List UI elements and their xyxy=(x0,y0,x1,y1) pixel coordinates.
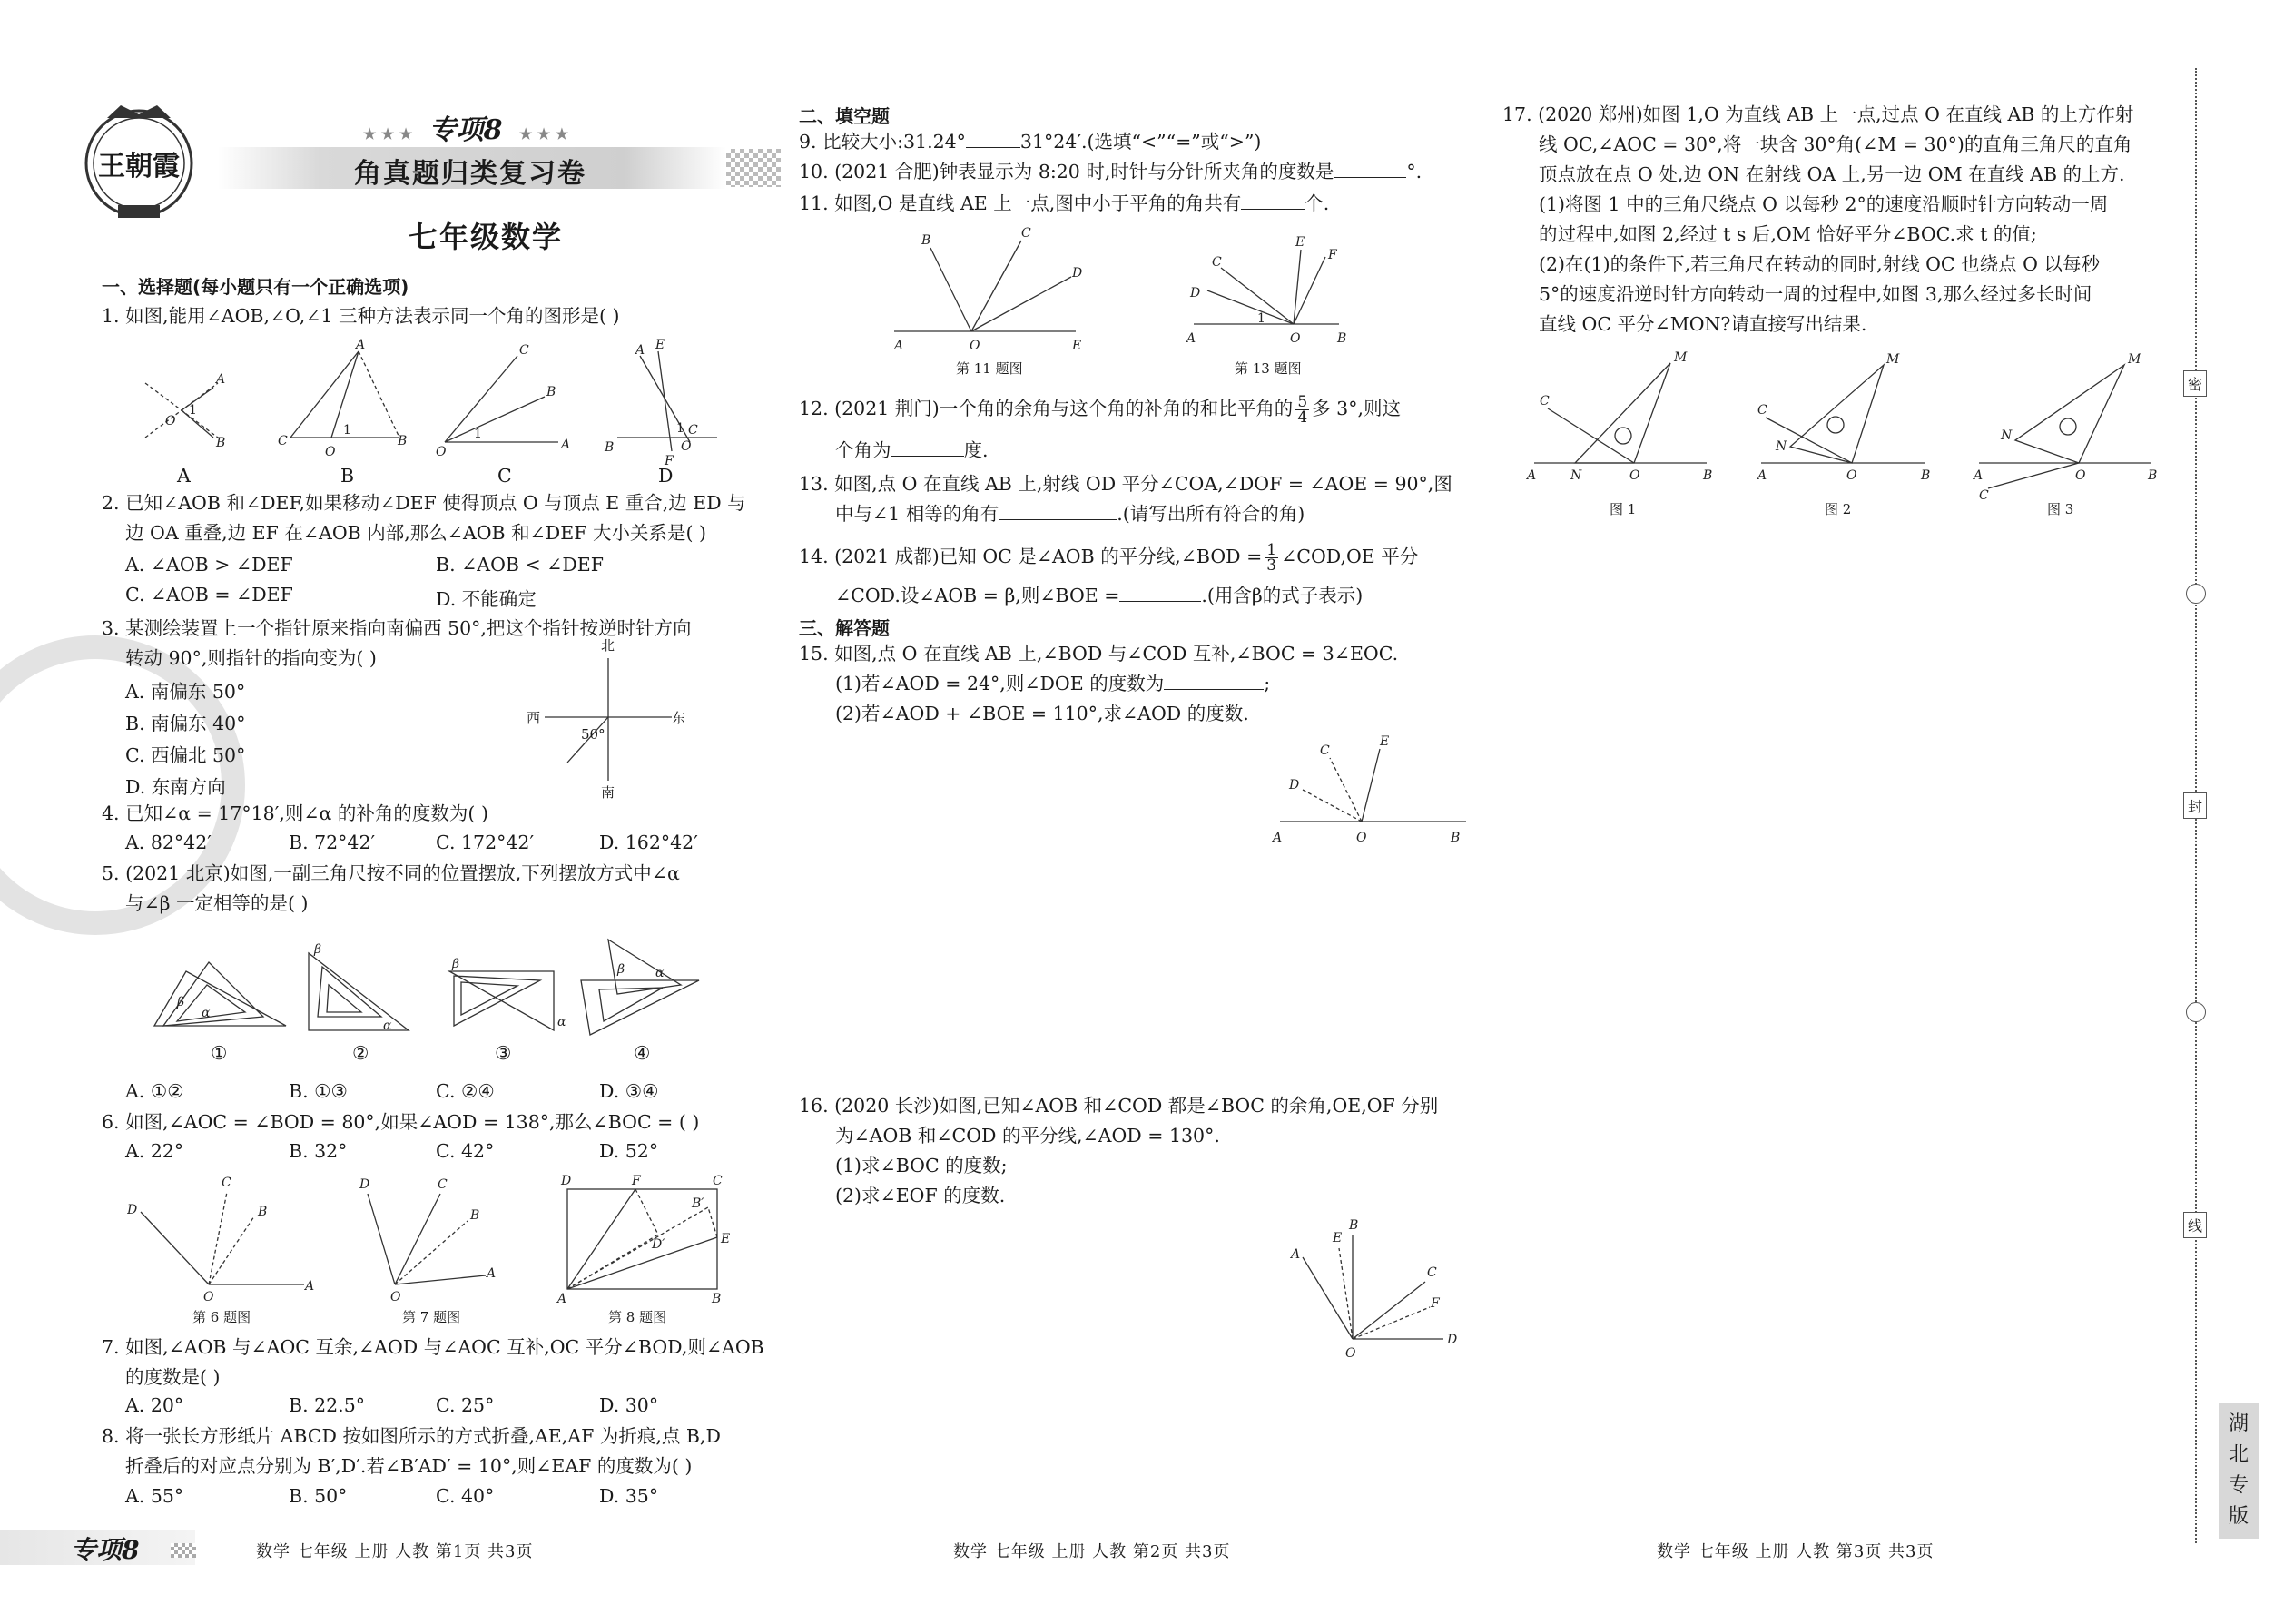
svg-text:B: B xyxy=(398,434,408,448)
q15-line3: (2)若∠AOD + ∠BOE = 110°,求∠AOD 的度数. xyxy=(835,703,1249,724)
svg-text:A: A xyxy=(1527,468,1537,483)
svg-text:D: D xyxy=(1289,778,1300,792)
binding-circle-2 xyxy=(2186,1002,2206,1022)
q7-option-c: C. 25° xyxy=(436,1394,495,1416)
q5-line2: 与∠β 一定相等的是( ) xyxy=(125,892,309,914)
svg-text:E: E xyxy=(721,1232,731,1246)
svg-text:N: N xyxy=(1570,468,1582,483)
compass-angle-label: 50° xyxy=(581,726,605,743)
q5-figures xyxy=(136,917,717,1044)
svg-text:C: C xyxy=(1021,226,1031,241)
svg-text:β: β xyxy=(617,962,625,977)
svg-text:C: C xyxy=(1212,255,1222,270)
q3-option-a: A. 南偏东 50° xyxy=(125,681,246,703)
svg-text:B: B xyxy=(546,385,556,399)
q6-option-a: A. 22° xyxy=(125,1140,184,1162)
q11-blank[interactable] xyxy=(1241,209,1305,210)
svg-text:α: α xyxy=(557,1015,566,1029)
svg-text:D: D xyxy=(1190,286,1201,300)
q2-option-a: A. ∠AOB > ∠DEF xyxy=(125,554,293,576)
svg-text:B: B xyxy=(1703,468,1713,483)
binding-circle-1 xyxy=(2186,584,2206,604)
svg-text:D: D xyxy=(561,1174,572,1188)
q7-option-a: A. 20° xyxy=(125,1394,184,1416)
svg-text:1: 1 xyxy=(189,403,197,418)
svg-text:1: 1 xyxy=(343,423,351,438)
svg-text:O: O xyxy=(203,1290,214,1304)
q8-option-c: C. 40° xyxy=(436,1485,495,1507)
svg-text:D: D xyxy=(1072,266,1083,281)
q9-blank[interactable] xyxy=(966,147,1020,148)
q15-blank[interactable] xyxy=(1164,689,1264,690)
q7-line1: 7. 如图,∠AOB 与∠AOC 互余,∠AOD 与∠AOC 互补,OC 平分∠BOD,则∠AOB xyxy=(102,1336,764,1358)
q4-option-a: A. 82°42′ xyxy=(125,832,212,853)
footer-page1: 数学 七年级 上册 人教 第1页 共3页 xyxy=(256,1542,534,1561)
binding-char-3: 线 xyxy=(2183,1212,2207,1238)
svg-text:C: C xyxy=(519,343,529,358)
svg-text:A: A xyxy=(305,1279,315,1294)
q5-fig-2: ② xyxy=(352,1042,369,1064)
q6-option-d: D. 52° xyxy=(599,1140,659,1162)
compass-west-label: 西 xyxy=(527,710,541,726)
svg-text:β: β xyxy=(314,942,322,957)
q5-option-d: D. ③④ xyxy=(599,1080,659,1102)
q5-line1: 5. (2021 北京)如图,一副三角尺按不同的位置摆放,下列摆放方式中∠α xyxy=(102,862,680,884)
q15-line2: (1)若∠AOD = 24°,则∠DOE 的度数为 ; xyxy=(835,673,1271,694)
footer-page2: 数学 七年级 上册 人教 第2页 共3页 xyxy=(953,1542,1231,1561)
q11: 11. 如图,O 是直线 AE 上一点,图中小于平角的角共有 个. xyxy=(799,192,1330,214)
svg-text:α: α xyxy=(202,1006,211,1020)
q1-fig-label-c: C xyxy=(497,465,512,487)
q4-option-c: C. 172°42′ xyxy=(436,832,535,853)
compass-south-label: 南 xyxy=(601,784,615,801)
q13-line2: 中与∠1 相等的角有 .(请写出所有符合的角) xyxy=(835,503,1305,525)
svg-text:B: B xyxy=(921,233,931,248)
svg-text:E: E xyxy=(1380,734,1390,749)
q11-q13-figures xyxy=(894,222,1366,359)
banner-checker xyxy=(726,149,781,187)
svg-text:B: B xyxy=(1349,1218,1359,1233)
q8-option-b: B. 50° xyxy=(289,1485,348,1507)
q2-line2: 边 OA 重叠,边 EF 在∠AOB 内部,那么∠AOB 和∠DEF 大小关系是( ) xyxy=(125,522,706,544)
q17-fig1-caption: 图 1 xyxy=(1610,501,1637,517)
svg-text:E: E xyxy=(1333,1231,1343,1245)
svg-text:A: A xyxy=(557,1292,567,1306)
q8-line2: 折叠后的对应点分别为 B′,D′.若∠B′AD′ = 10°,则∠EAF 的度数为( ) xyxy=(125,1455,693,1477)
edition-char-2: 北 xyxy=(2228,1443,2249,1466)
subject-title: 七年级数学 xyxy=(409,220,564,254)
q5-fig-4: ④ xyxy=(634,1042,651,1064)
svg-text:1: 1 xyxy=(676,421,684,436)
q15-figure xyxy=(1262,731,1471,849)
footer-checker xyxy=(171,1543,196,1558)
q16-line4: (2)求∠EOF 的度数. xyxy=(835,1185,1006,1206)
svg-text:M: M xyxy=(1886,352,1900,367)
svg-text:F: F xyxy=(632,1174,641,1188)
q12-line2: 个角为 度. xyxy=(835,439,989,461)
section-answer-heading: 三、解答题 xyxy=(799,617,890,639)
fig6-caption: 第 6 题图 xyxy=(192,1309,251,1325)
svg-text:C: C xyxy=(1427,1265,1437,1280)
q13-blank[interactable] xyxy=(999,519,1117,520)
q17-line7: 5°的速度沿逆时针方向转动一周的过程中,如图 3,那么经过多长时间 xyxy=(1539,283,2092,305)
q3-option-b: B. 南偏东 40° xyxy=(125,713,246,734)
q13-line1: 13. 如图,点 O 在直线 AB 上,射线 OD 平分∠COA,∠DOF = ∠AOE = 90°,图 xyxy=(799,473,1452,495)
q1-text: 1. 如图,能用∠AOB,∠O,∠1 三种方法表示同一个角的图形是( ) xyxy=(102,305,620,327)
svg-text:B: B xyxy=(712,1292,722,1306)
svg-text:C: C xyxy=(278,434,288,448)
edition-char-4: 版 xyxy=(2228,1505,2249,1528)
q14-line1: 14. (2021 成都)已知 OC 是∠AOB 的平分线,∠BOD = $\frac{1}{3}$ ∠COD,OE 平分 xyxy=(799,541,1419,575)
q17-fig2-caption: 图 2 xyxy=(1825,501,1852,517)
q1-figures xyxy=(127,338,753,474)
svg-text:C: C xyxy=(222,1176,231,1190)
footer-page3: 数学 七年级 上册 人教 第3页 共3页 xyxy=(1657,1542,1935,1561)
logo xyxy=(71,98,207,225)
svg-text:C: C xyxy=(438,1177,448,1192)
svg-text:B′: B′ xyxy=(692,1196,704,1211)
edition-char-1: 湖 xyxy=(2228,1412,2249,1435)
q12-line1: 12. (2021 荆门)一个角的余角与这个角的补角的和比平角的 $\frac{5}{4}$ 多 3°,则这 xyxy=(799,393,1401,427)
svg-text:O: O xyxy=(390,1290,401,1304)
q12-blank[interactable] xyxy=(891,456,964,457)
q8-option-d: D. 35° xyxy=(599,1485,659,1507)
q17-line5: 的过程中,如图 2,经过 t s 后,OM 恰好平分∠BOC.求 t 的值; xyxy=(1539,223,2037,245)
q10: 10. (2021 合肥)钟表显示为 8:20 时,时针与分针所夹角的度数是 °. xyxy=(799,161,1423,182)
fig13-caption: 第 13 题图 xyxy=(1235,360,1302,377)
q17-line4: (1)将图 1 中的三角尺绕点 O 以每秒 2°的速度沿顺时针方向转动一周 xyxy=(1539,193,2109,215)
svg-text:N: N xyxy=(1776,439,1787,454)
q17-line1: 17. (2020 郑州)如图 1,O 为直线 AB 上一点,过点 O 在直线 AB 的上方作射 xyxy=(1502,103,2134,125)
fig7-caption: 第 7 题图 xyxy=(402,1309,461,1325)
svg-text:B: B xyxy=(1921,468,1931,483)
svg-text:A: A xyxy=(561,438,571,452)
svg-text:F: F xyxy=(1328,248,1337,262)
q6-q7-q8-figures xyxy=(127,1166,744,1312)
svg-text:A: A xyxy=(1291,1247,1301,1262)
svg-text:C: C xyxy=(1320,743,1330,758)
q7-line2: 的度数是( ) xyxy=(125,1366,221,1388)
svg-text:α: α xyxy=(383,1019,392,1033)
svg-text:B: B xyxy=(258,1205,268,1219)
svg-text:E: E xyxy=(1072,339,1082,353)
svg-text:A: A xyxy=(487,1266,497,1281)
q17-line2: 线 OC,∠AOC = 30°,将一块含 30°角(∠M = 30°)的直角三角尺的直角 xyxy=(1539,133,2132,155)
svg-text:A: A xyxy=(1273,831,1283,845)
q14-line2: ∠COD.设∠AOB = β,则∠BOE = .(用含β的式子表示) xyxy=(835,585,1364,606)
page-title: 角真题归类复习卷 xyxy=(354,158,586,190)
svg-text:D: D xyxy=(127,1203,138,1217)
svg-text:D: D xyxy=(1447,1333,1458,1347)
q9: 9. 比较大小:31.24° 31°24′.(选填“<”“=”或“>”) xyxy=(799,131,1262,153)
svg-text:O: O xyxy=(681,439,692,454)
q2-option-d: D. 不能确定 xyxy=(436,588,537,610)
svg-text:O: O xyxy=(1846,468,1857,483)
svg-text:C: C xyxy=(1757,403,1767,418)
section-choice-heading: 一、选择题(每小题只有一个正确选项) xyxy=(102,276,409,298)
svg-text:O: O xyxy=(970,339,980,353)
q5-option-c: C. ②④ xyxy=(436,1080,495,1102)
q17-fig3-caption: 图 3 xyxy=(2047,501,2074,517)
q3-option-d: D. 东南方向 xyxy=(125,776,226,798)
svg-text:B: B xyxy=(216,436,226,450)
svg-text:M: M xyxy=(1674,350,1688,365)
svg-text:α: α xyxy=(655,966,665,980)
svg-text:β: β xyxy=(177,995,185,1009)
q10-blank[interactable] xyxy=(1334,177,1406,178)
svg-text:O: O xyxy=(325,445,336,459)
q1-fig-label-d: D xyxy=(658,465,674,487)
binding-char-1: 密 xyxy=(2183,370,2207,397)
footer-badge: 专项8 xyxy=(71,1535,140,1565)
binding-char-2: 封 xyxy=(2183,792,2207,819)
compass-north-label: 北 xyxy=(601,637,615,654)
q8-line1: 8. 将一张长方形纸片 ABCD 按如图所示的方式折叠,AE,AF 为折痕,点 B,D xyxy=(102,1425,721,1447)
q16-line3: (1)求∠BOC 的度数; xyxy=(835,1155,1008,1176)
svg-text:A: A xyxy=(216,372,226,387)
svg-text:C: C xyxy=(1979,488,1989,503)
svg-text:E: E xyxy=(655,338,665,352)
q7-option-b: B. 22.5° xyxy=(289,1394,365,1416)
svg-text:N: N xyxy=(2001,428,2013,443)
svg-text:F: F xyxy=(1431,1296,1440,1311)
q16-line2: 为∠AOB 和∠COD 的平分线,∠AOD = 130°. xyxy=(835,1125,1220,1147)
svg-text:C: C xyxy=(688,423,698,438)
section-fill-heading: 二、填空题 xyxy=(799,105,890,127)
svg-text:A: A xyxy=(635,343,645,358)
q2-option-b: B. ∠AOB < ∠DEF xyxy=(436,554,604,576)
q14-blank[interactable] xyxy=(1119,601,1201,602)
q5-fig-1: ① xyxy=(211,1042,228,1064)
svg-text:O: O xyxy=(1345,1346,1356,1361)
q2-option-c: C. ∠AOB = ∠DEF xyxy=(125,584,293,605)
svg-text:A: A xyxy=(1186,331,1196,346)
fig11-caption: 第 11 题图 xyxy=(956,360,1023,377)
q17-line6: (2)在(1)的条件下,若三角尺在转动的同时,射线 OC 也绕点 O 以每秒 xyxy=(1539,253,2100,275)
logo-text: 王朝霞 xyxy=(98,151,180,182)
svg-text:C: C xyxy=(1540,394,1550,408)
svg-text:O: O xyxy=(1290,331,1301,346)
q16-figure xyxy=(1262,1216,1480,1362)
q3-line2: 转动 90°,则指针的指向变为( ) xyxy=(125,647,377,669)
svg-text:D′: D′ xyxy=(652,1237,665,1252)
svg-text:A: A xyxy=(1974,468,1984,483)
q5-option-b: B. ①③ xyxy=(289,1080,348,1102)
q16-line1: 16. (2020 长沙)如图,已知∠AOB 和∠COD 都是∠BOC 的余角,OE,OF 分别 xyxy=(799,1095,1439,1117)
q5-fig-3: ③ xyxy=(495,1042,512,1064)
svg-text:B: B xyxy=(605,440,615,455)
q5-option-a: A. ①② xyxy=(125,1080,184,1102)
svg-text:A: A xyxy=(894,339,904,353)
q17-line3: 顶点放在点 O 处,边 ON 在射线 OA 上,另一边 OM 在直线 AB 的上方. xyxy=(1539,163,2125,185)
svg-text:β: β xyxy=(452,957,460,971)
svg-text:O: O xyxy=(1356,831,1367,845)
svg-text:A: A xyxy=(356,338,366,352)
q17-line8: 直线 OC 平分∠MON?请直接写出结果. xyxy=(1539,313,1867,335)
q1-fig-label-a: A xyxy=(177,465,191,487)
q15-line1: 15. 如图,点 O 在直线 AB 上,∠BOD 与∠COD 互补,∠BOC = 3∠EOC. xyxy=(799,643,1399,664)
q7-option-d: D. 30° xyxy=(599,1394,659,1416)
fig8-caption: 第 8 题图 xyxy=(608,1309,667,1325)
svg-text:A: A xyxy=(1757,468,1767,483)
svg-text:C: C xyxy=(713,1174,723,1188)
q3-line1: 3. 某测绘装置上一个指针原来指向南偏西 50°,把这个指针按逆时针方向 xyxy=(102,617,692,639)
svg-text:E: E xyxy=(1295,235,1305,250)
svg-text:1: 1 xyxy=(474,427,482,441)
q3-option-c: C. 西偏北 50° xyxy=(125,744,246,766)
q4-text: 4. 已知∠α = 17°18′,则∠α 的补角的度数为( ) xyxy=(102,802,488,824)
svg-text:O: O xyxy=(436,445,447,459)
q8-option-a: A. 55° xyxy=(125,1485,184,1507)
q2-line1: 2. 已知∠AOB 和∠DEF,如果移动∠DEF 使得顶点 O 与顶点 E 重合,边 ED 与 xyxy=(102,492,746,514)
compass-east-label: 东 xyxy=(672,710,686,726)
q17-figures xyxy=(1525,345,2161,508)
q4-option-b: B. 72°42′ xyxy=(289,832,376,853)
svg-text:F: F xyxy=(665,454,674,468)
svg-text:B: B xyxy=(1337,331,1347,346)
svg-text:B: B xyxy=(1451,831,1461,845)
q6-text: 6. 如图,∠AOC = ∠BOD = 80°,如果∠AOD = 138°,那么∠BOC = ( ) xyxy=(102,1111,700,1133)
svg-text:O: O xyxy=(165,414,176,428)
q4-option-d: D. 162°42′ xyxy=(599,832,698,853)
edition-badge xyxy=(2219,1403,2259,1539)
q1-fig-label-b: B xyxy=(340,465,355,487)
svg-text:B: B xyxy=(2148,468,2158,483)
svg-text:B: B xyxy=(470,1208,480,1223)
svg-text:O: O xyxy=(1629,468,1640,483)
svg-text:D: D xyxy=(359,1177,370,1192)
svg-text:O: O xyxy=(2075,468,2086,483)
q6-option-b: B. 32° xyxy=(289,1140,348,1162)
series-title: ★ ★ ★ 专项8 ★ ★ ★ xyxy=(363,114,569,146)
svg-text:M: M xyxy=(2128,352,2141,367)
q6-option-c: C. 42° xyxy=(436,1140,495,1162)
svg-text:1: 1 xyxy=(1257,311,1265,326)
edition-char-3: 专 xyxy=(2228,1474,2249,1497)
